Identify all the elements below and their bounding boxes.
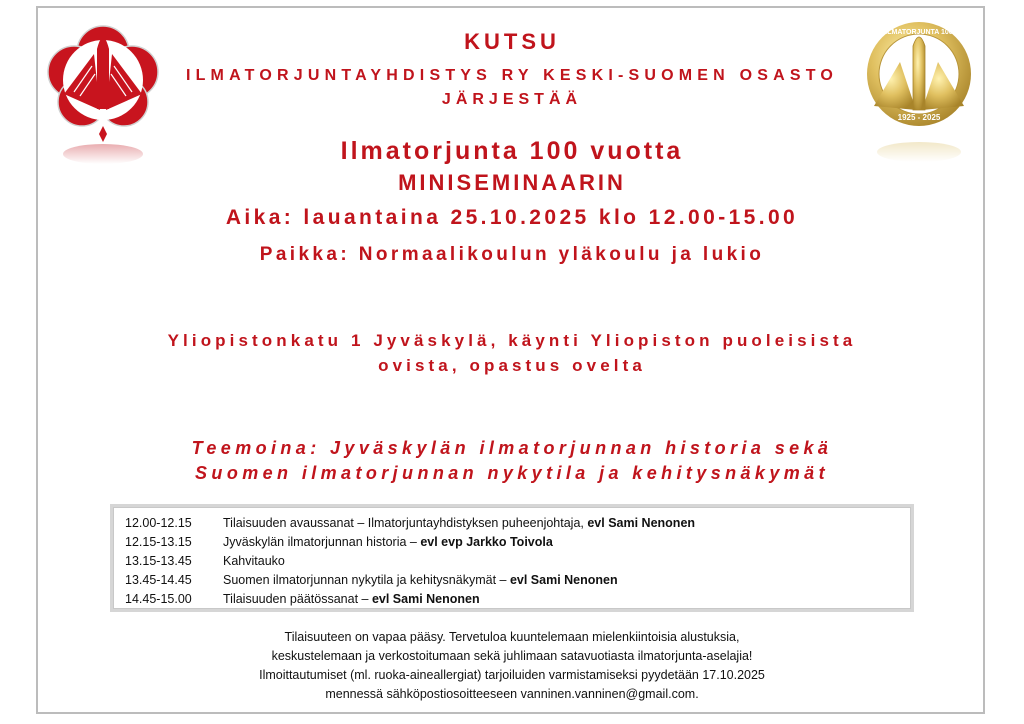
svg-text:ILMATORJUNTA 100: ILMATORJUNTA 100 <box>885 29 953 36</box>
footer-info <box>0 628 1024 704</box>
address-line-1: Yliopistonkatu 1 Jyväskylä, käynti Yliopiston puoleisista <box>167 331 857 350</box>
footer-line-2: keskustelemaan ja verkostoitumaan sekä juhlimaan satavuotiasta ilmatorjunta-aselajia! <box>271 649 753 663</box>
event-time: Aika: lauantaina 25.10.2025 klo 12.00-15.00 <box>225 206 799 229</box>
schedule-row <box>125 535 553 549</box>
heading-kutsu: KUTSU <box>464 29 560 54</box>
schedule-time: 13.45-14.45 <box>125 573 192 587</box>
themes-line-2: Suomen ilmatorjunnan nykytila ja kehitysnäkymät <box>195 463 829 483</box>
footer-line-4: mennessä sähköpostiosoitteeseen vanninen.vanninen@gmail.com. <box>325 687 699 701</box>
schedule-speaker: evl Sami Nenonen <box>371 592 480 606</box>
footer-line-3: Ilmoittautumiset (ml. ruoka-aineallergiat) tarjoiluiden varmistamiseksi pyydetään 17.10.2025 <box>259 668 765 682</box>
schedule-text: Jyväskylän ilmatorjunnan historia – <box>223 535 421 549</box>
schedule-speaker: evl Sami Nenonen <box>509 573 618 587</box>
schedule-time: 14.45-15.00 <box>125 592 192 606</box>
event-place: Paikka: Normaalikoulun yläkoulu ja lukio <box>259 244 765 265</box>
event-title-line-1: Ilmatorjunta 100 vuotta <box>340 137 684 165</box>
themes-line-1: Teemoina: Jyväskylän ilmatorjunnan historia sekä <box>191 438 833 458</box>
address-line-2: ovista, opastus ovelta <box>378 356 646 375</box>
schedule-time: 12.00-12.15 <box>125 516 192 530</box>
schedule-row <box>125 573 618 587</box>
schedule-row <box>125 516 695 530</box>
schedule-row <box>125 592 480 606</box>
schedule-time: 13.15-13.45 <box>125 554 192 568</box>
organizer-line-2: JÄRJESTÄÄ <box>441 91 583 108</box>
schedule-text: Tilaisuuden avaussanat – Ilmatorjuntayhdistyksen puheenjohtaja, <box>223 516 588 530</box>
event-title-line-2: MINISEMINAARIN <box>398 170 626 195</box>
svg-text:1925 - 2025: 1925 - 2025 <box>897 113 941 122</box>
schedule-text: Tilaisuuden päätössanat – <box>223 592 372 606</box>
schedule-row <box>125 554 285 568</box>
schedule-text: Suomen ilmatorjunnan nykytila ja kehitysnäkymät – <box>223 573 510 587</box>
schedule-box <box>110 504 914 612</box>
schedule-speaker: evl Sami Nenonen <box>587 516 696 530</box>
organizer-line-1: ILMATORJUNTAYHDISTYS RY KESKI-SUOMEN OSASTO <box>185 67 839 84</box>
schedule-speaker: evl evp Jarkko Toivola <box>420 535 553 549</box>
footer-line-1: Tilaisuuteen on vapaa pääsy. Tervetuloa kuuntelemaan mielenkiintoisia alustuksia, <box>284 630 740 644</box>
schedule-text: Kahvitauko <box>223 554 285 568</box>
schedule-time: 12.15-13.15 <box>125 535 192 549</box>
